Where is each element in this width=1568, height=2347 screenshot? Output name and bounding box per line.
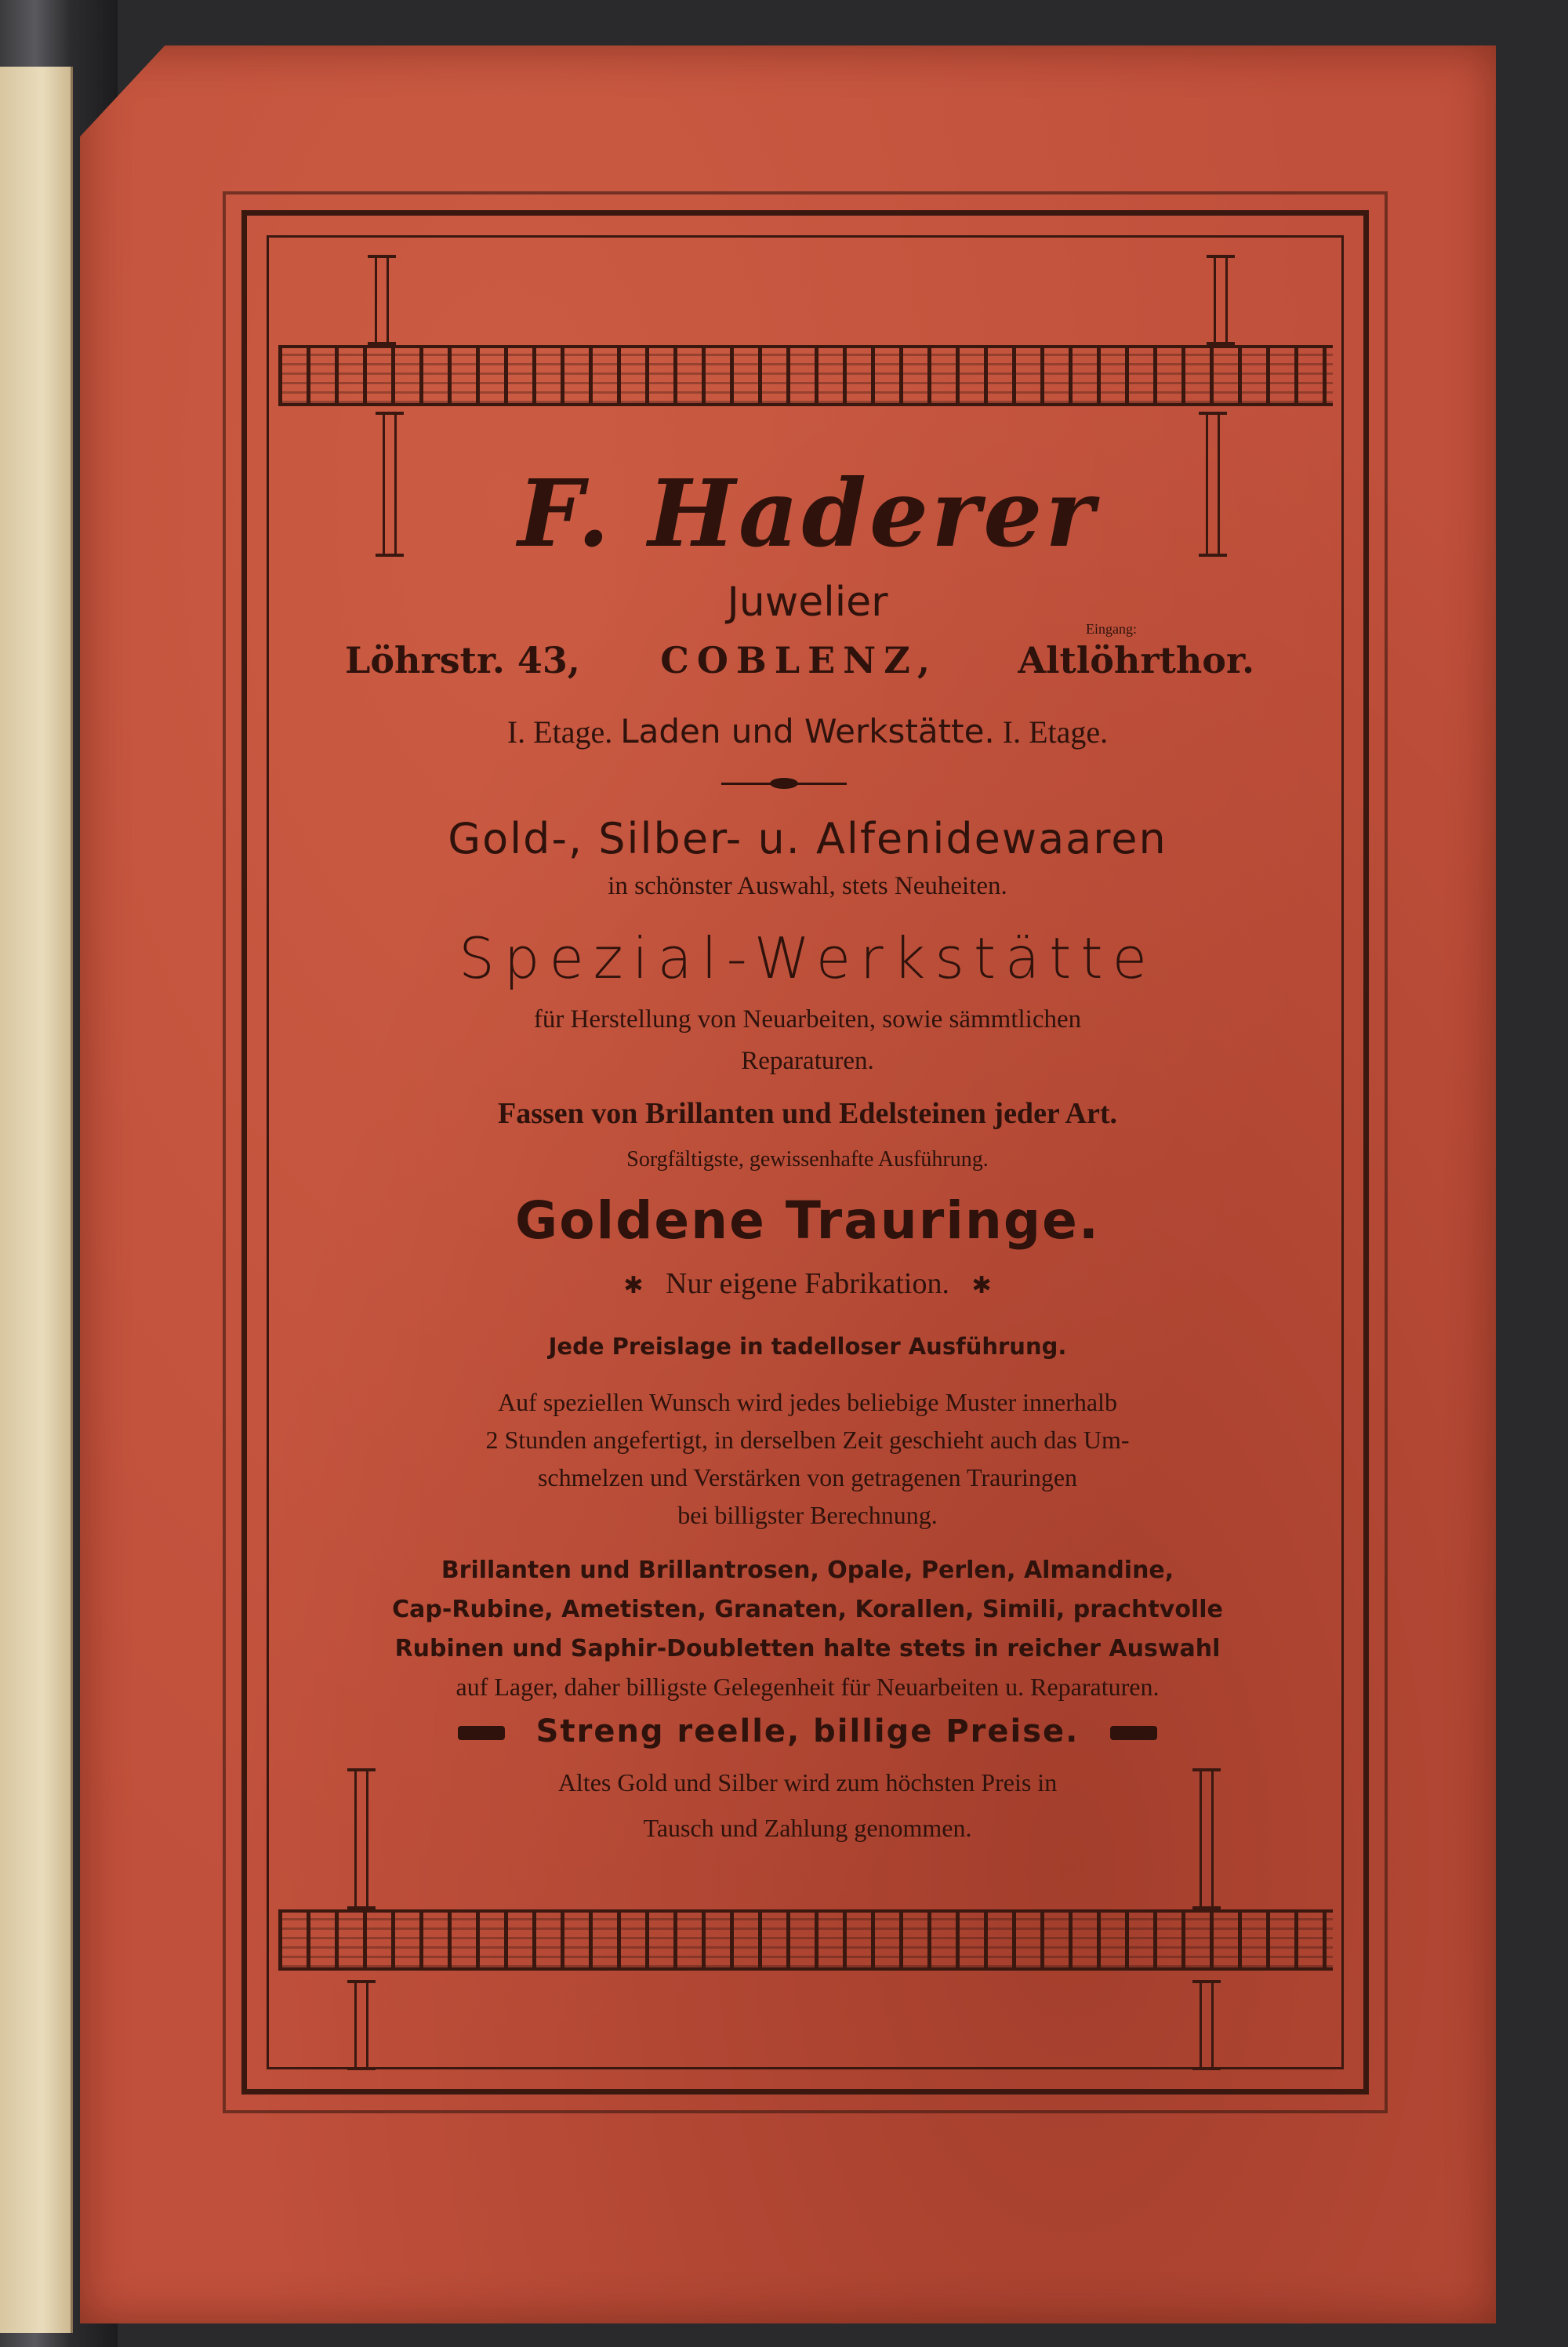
price-line: Jede Preislage in tadelloser Ausführung. — [548, 1333, 1067, 1360]
pillar-ornament — [1214, 255, 1228, 345]
pillar-ornament — [375, 255, 389, 345]
special-heading: Spezial-Werkstätte — [459, 925, 1156, 991]
address-city: COBLENZ, — [660, 639, 938, 681]
firm-name: F. Haderer — [517, 459, 1098, 568]
pillar-ornament — [1200, 1980, 1214, 2070]
asterisk-ornament: ✱ — [623, 1273, 644, 1299]
etage-right: I. Etage. — [1002, 714, 1109, 750]
para2-line-1: Brillanten und Brillantrosen, Opale, Perlen, Almandine, — [441, 1557, 1174, 1584]
setting-heading: Fassen von Brillanten und Edelsteinen jeder Art. — [498, 1097, 1117, 1130]
strict-price: Streng reelle, billige Preise. — [535, 1713, 1080, 1749]
old-gold-line-1: Altes Gold und Silber wird zum höchsten Preis in — [557, 1768, 1058, 1797]
etage-line — [298, 712, 1317, 750]
para1-line-4: bei billigster Berechnung. — [677, 1501, 938, 1529]
para1-line-3: schmelzen und Verstärken von getragenen Trauringen — [537, 1463, 1078, 1491]
own-fabrication: Nur eigene Fabrikation. — [666, 1267, 949, 1300]
ornament-band-bottom — [278, 1909, 1333, 1971]
special-subline-2: Reparaturen. — [741, 1047, 874, 1075]
para2-line-3: Rubinen und Saphir-Doubletten halte stets in reicher Auswahl — [394, 1635, 1221, 1662]
entrance-note: Eingang: — [1086, 621, 1137, 637]
goods-subline: in schönster Auswahl, stets Neuheiten. — [608, 872, 1007, 900]
own-fabrication-line — [298, 1266, 1317, 1301]
ornamental-rule — [721, 783, 847, 785]
etage-mid: Laden und Werkstätte. — [620, 712, 995, 750]
profession: Juwelier — [727, 579, 888, 626]
pointing-hand-icon — [1110, 1726, 1157, 1740]
endpaper — [0, 67, 73, 2333]
pointing-hand-icon — [458, 1726, 505, 1740]
para2-line-4: auf Lager, daher billigste Gelegenheit für Neuarbeiten u. Reparaturen. — [456, 1673, 1160, 1701]
setting-subline: Sorgfältigste, gewissenhafte Ausführung. — [626, 1147, 989, 1172]
para1-line-2: 2 Stunden angefertigt, in derselben Zeit geschieht auch das Um- — [485, 1426, 1130, 1454]
address-entrance: Altlöhrthor. — [1018, 639, 1254, 681]
rings-heading: Goldene Trauringe. — [515, 1190, 1100, 1251]
para2-line-2: Cap-Rubine, Ametisten, Granaten, Korallen, Simili, prachtvolle — [392, 1596, 1223, 1623]
ornament-band-top — [278, 345, 1333, 406]
etage-left: I. Etage. — [506, 714, 613, 750]
address-line — [345, 639, 1254, 681]
address-street: Löhrstr. 43, — [345, 639, 580, 681]
goods-heading: Gold-, Silber- u. Alfenidewaaren — [448, 814, 1167, 863]
pillar-ornament — [354, 1980, 368, 2070]
old-gold-line-2: Tausch und Zahlung genommen. — [643, 1814, 972, 1842]
asterisk-ornament: ✱ — [971, 1273, 992, 1299]
special-subline-1: für Herstellung von Neuarbeiten, sowie sämmtlichen — [533, 1005, 1082, 1034]
para1-line-1: Auf speziellen Wunsch wird jedes beliebige Muster innerhalb — [498, 1388, 1117, 1416]
strict-price-line — [298, 1713, 1317, 1749]
